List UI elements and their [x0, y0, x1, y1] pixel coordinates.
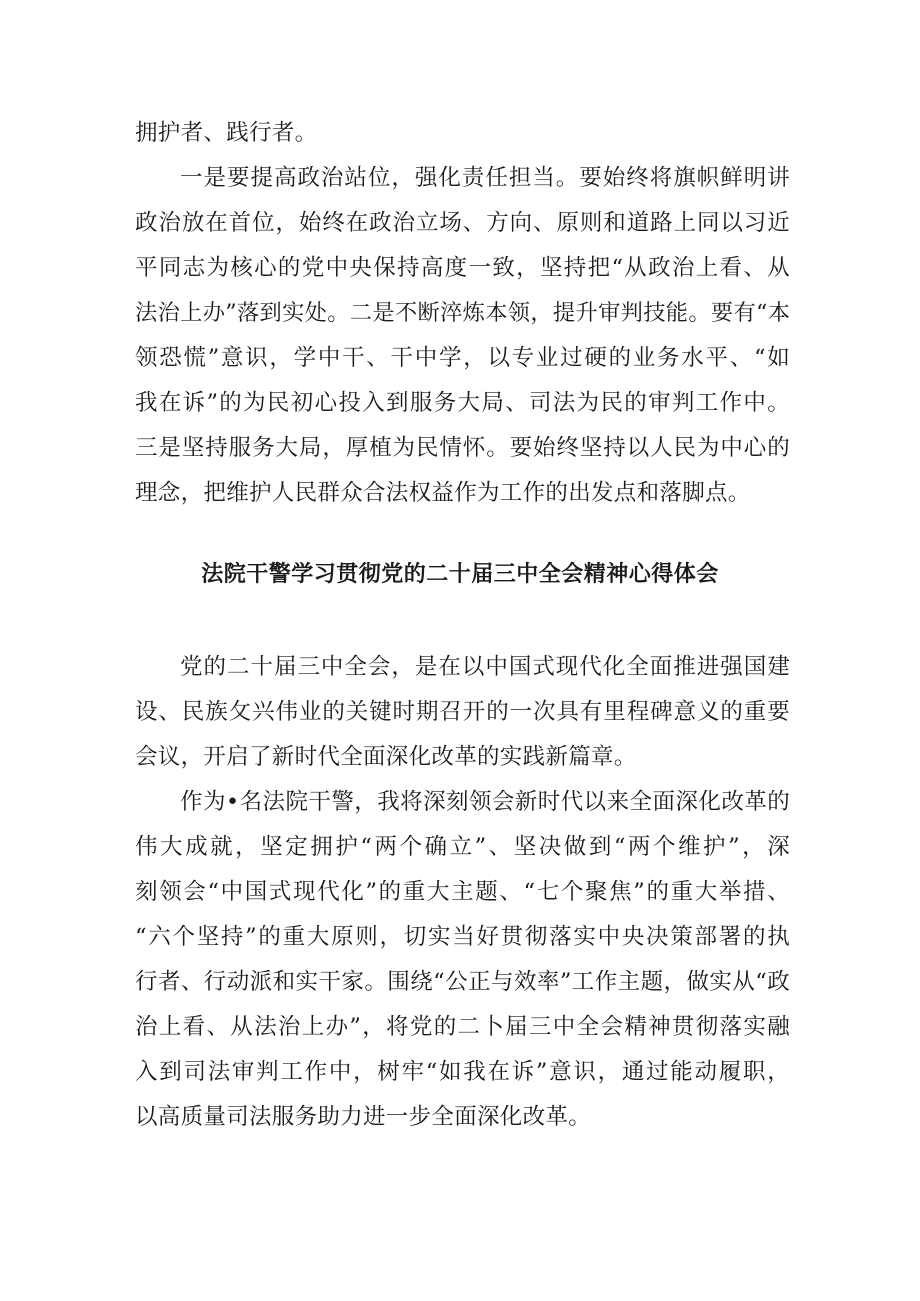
- paragraph-line: 入到司法审判工作中，树牢“如我在诉”意识，通过能动履职，: [135, 1059, 790, 1085]
- paragraph-line: 政治放在首位，始终在政治立场、方向、原则和道路上同以习近: [135, 210, 790, 236]
- paragraph-line: 治上看、从法治上办”，将党的二卜届三中全会精神贯彻落实融: [135, 1014, 790, 1040]
- paragraph-line: 平同志为核心的党中央保持高度一致，坚持把“从政治上看、从: [135, 255, 790, 281]
- paragraph-line: 领恐慌”意识，学中干、干中学，以专业过硬的业务水平、“如: [135, 345, 790, 371]
- paragraph-line: 作为•名法院干警，我将深刻领会新时代以来全面深化改革的: [180, 789, 790, 815]
- paragraph-line: 会议，开启了新时代全面深化改革的实践新篇章。: [135, 744, 637, 770]
- paragraph-line: 行者、行动派和实干家。围绕“公正与效率”工作主题，做实从“政: [135, 969, 790, 995]
- paragraph-line: 理念，把维护人民群众合法权益作为工作的出发点和落脚点。: [135, 480, 751, 506]
- paragraph-line: 拥护者、践行者。: [135, 120, 318, 146]
- paragraph-line: 设、民族攵兴伟业的关键时期召开的一次具有里程碑意义的重要: [135, 699, 790, 725]
- paragraph-line: 法治上办”落到实处。二是不断淬炼本领，提升审判技能。要有“本: [135, 300, 790, 326]
- paragraph-line: 党的二十届三中全会，是在以中国式现代化全面推进强国建: [180, 654, 790, 680]
- paragraph-line: 三是坚持服务大局，厚植为民情怀。要始终坚持以人民为中心的: [135, 435, 790, 461]
- article-title: 法院干警学习贯彻党的二十届三中全会精神心得体会: [201, 562, 719, 587]
- paragraph-line: 以高质量司法服务助力进一步全面深化改革。: [135, 1104, 592, 1130]
- paragraph-line: “六个坚持”的重大原则，切实当好贯彻落实中央决策部署的执: [135, 924, 790, 950]
- paragraph-line: 伟大成就，坚定拥护“两个确立”、坚决做到“两个维护”，深: [135, 834, 790, 860]
- paragraph-line: 我在诉”的为民初心投入到服务大局、司法为民的审判工作中。: [135, 390, 790, 416]
- paragraph-line: 刻领会“中国式现代化”的重大主题、“七个聚焦”的重大举措、: [135, 879, 790, 905]
- paragraph-line: 一是要提高政治站位，强化责任担当。要始终将旗帜鲜明讲: [180, 165, 790, 191]
